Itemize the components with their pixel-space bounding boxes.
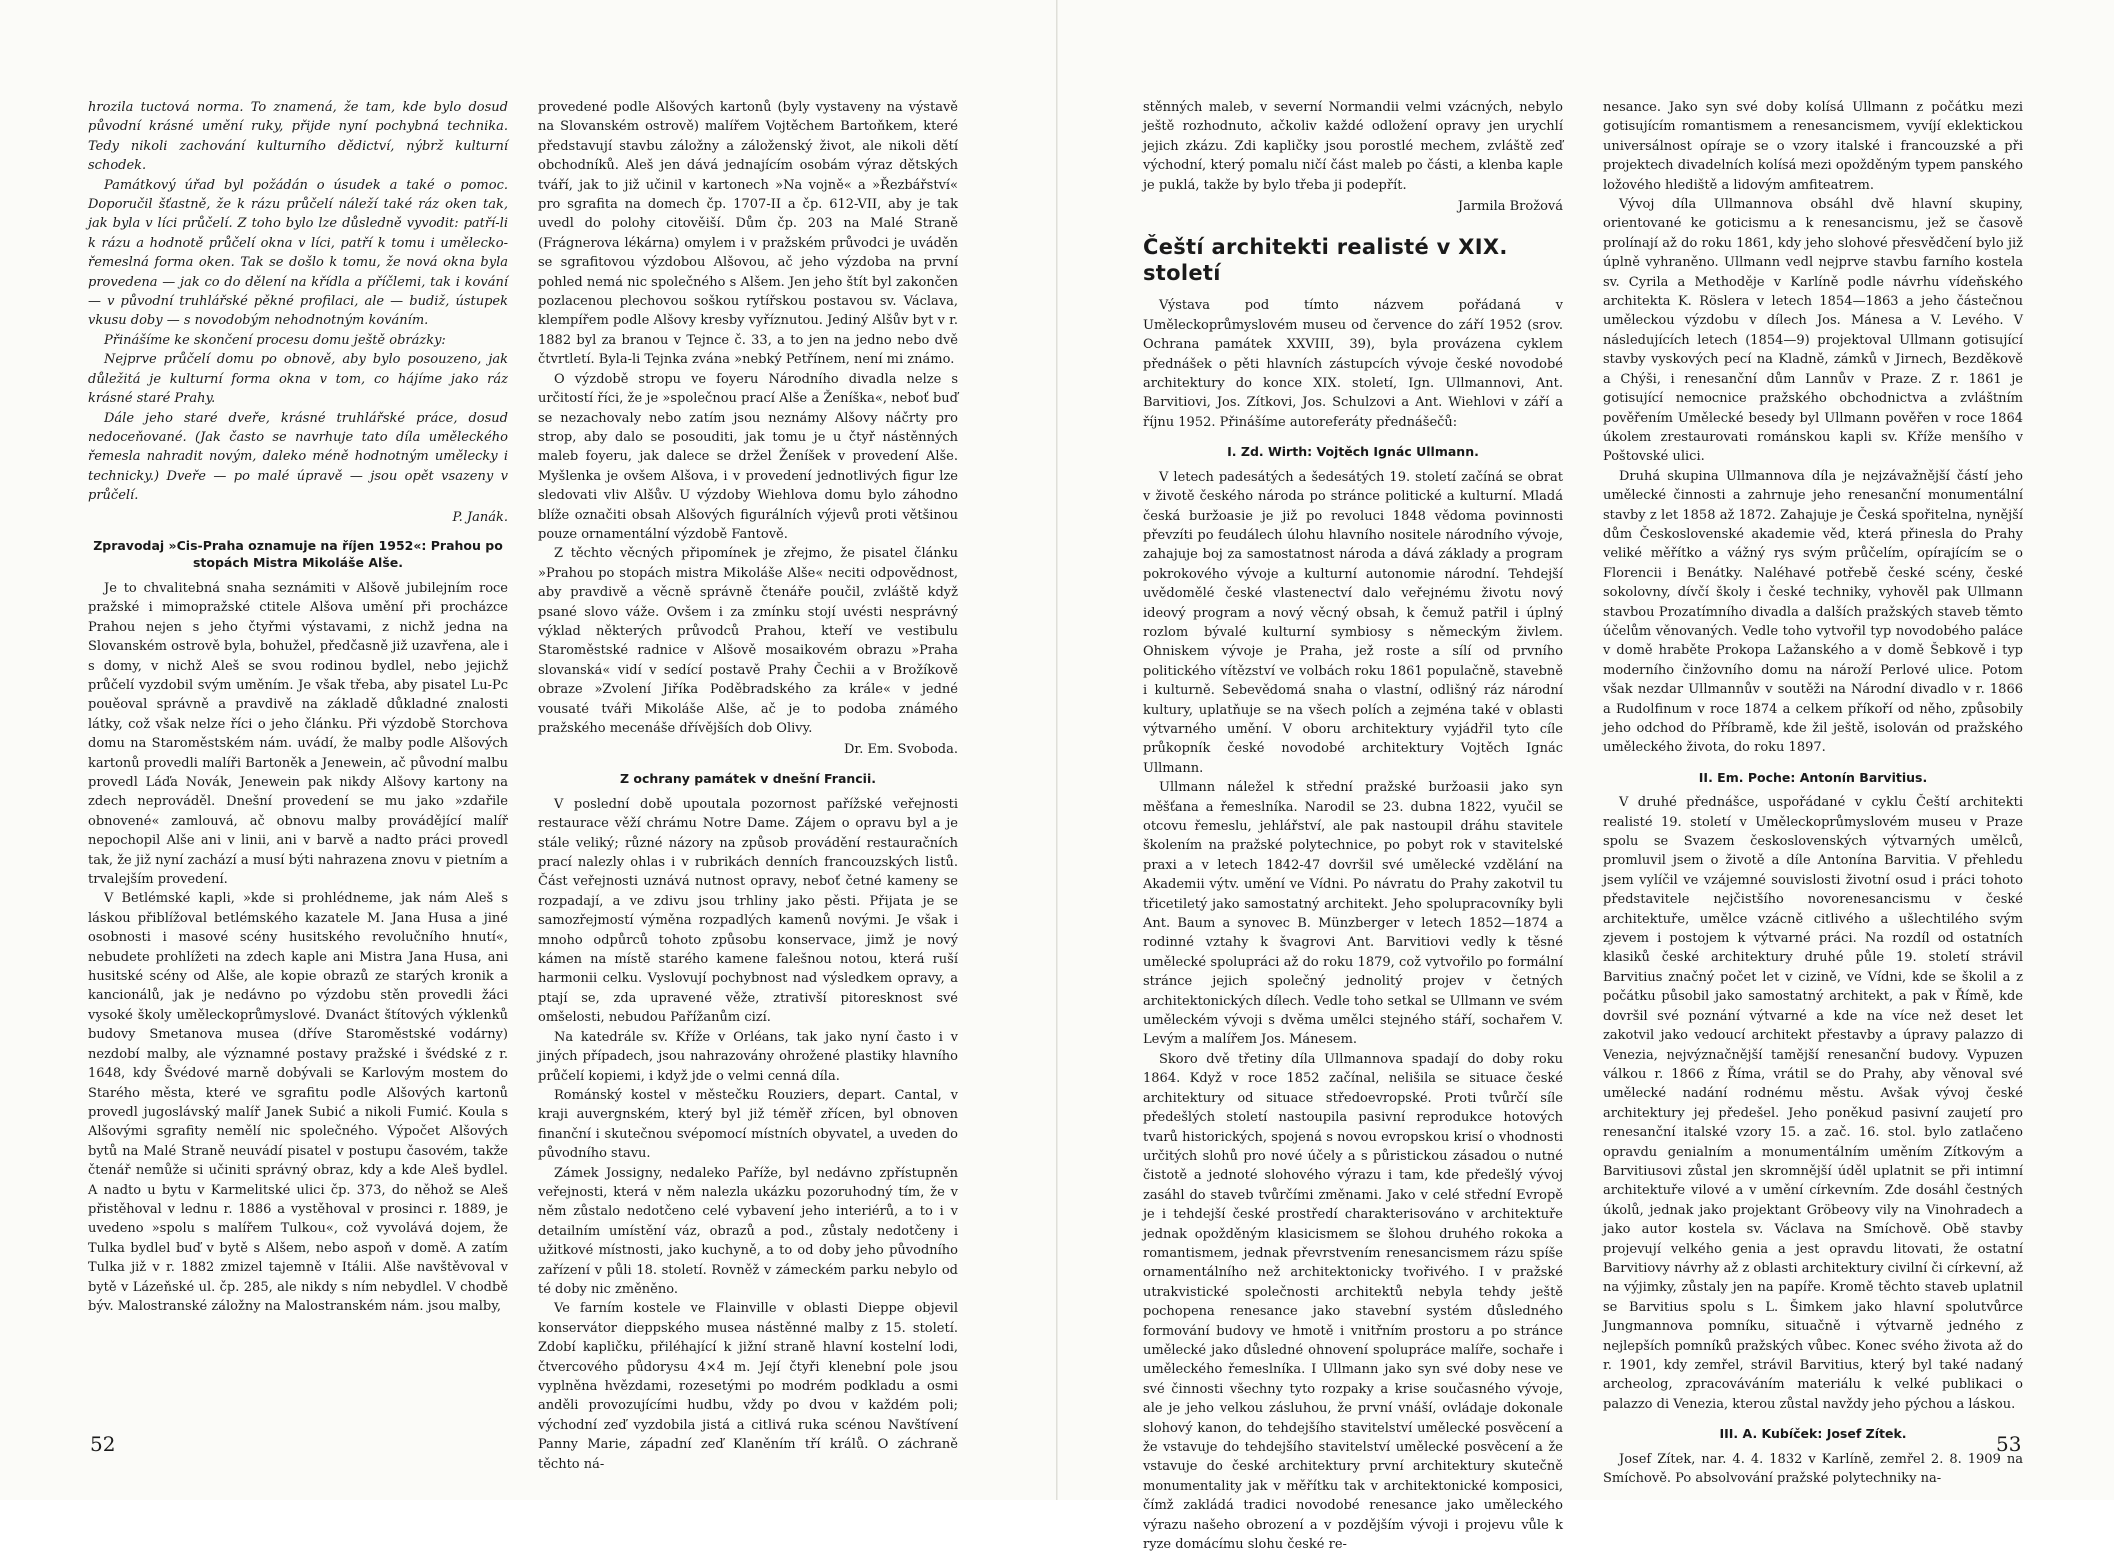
body-paragraph: nesance. Jako syn své doby kolísá Ullmann z počátku mezi gotisujícím romantismem a renesancismem, vyvíjí eklektickou universálnost opíraje se o vzory italské i francouzské a při projektech divadelních kolísá mezi opožděným typem panského ložového hlediště a lidovým amfiteatrem. (1603, 100, 2023, 193)
italic-paragraph: Dále jeho staré dveře, krásné truhlářské práce, dosud nedoceňované. (Jak často se navrhuje tato díla uměleckého řemesla nahradit novým, daleko méně hodnotným umělecky i technicky.) Dveře — po malé úpravě — jsou opět vsazeny v průčelí. (88, 410, 508, 504)
page-gutter (1056, 0, 1058, 1500)
body-paragraph: Ve farním kostele ve Flainville v oblasti Dieppe objevil konservátor dieppského musea nástěnné malby z 15. století. Zdobí kapličku, přiléhající k jižní straně hlavní kostelní lodi, čtvercového půdorysu 4×4 m. Její čtyři klenební pole jsou vyplněna hvězdami, rozesetými po modrém podkladu a osmi anděli provozujícími hudbu, vždy po dvou v každém poli; východní zeď vyzdobila jistá a citlivá ruka scénou Navštívení Panny Marie, západní zeď Klaněním tří králů. O záchraně těchto ná- (538, 1301, 958, 1472)
body-paragraph: stěnných maleb, v severní Normandii velmi vzácných, nebylo ještě rozhodnuto, ačkoliv každé odložení opravy jen urychlí jejich zkázu. Zdi kapličky jsou porostlé mechem, zvláště zeď východní, který pomalu ničí část maleb po části, a klenba kaple je puklá, takže by bylo třeba ji podepřít. (1143, 100, 1563, 193)
body-paragraph: V druhé přednášce, uspořádané v cyklu Čeští architekti realisté 19. století v Uměleckoprůmyslovém museu v Praze spolu se Svazem československých výtvarných umělců, promluvil jsem o životě a díle Antonína Barvitia. V přehledu jsem vylíčil ve vzájemné souvislosti životní osud i práci tohoto představitele nejčistšího novorenesancismu v české architektuře, umělce vzácně citlivého a ušlechtilého svým zjevem i postojem k výtvarné práci. Na rozdíl od ostatních klasiků české architektury druhé půle 19. století strávil Barvitius značný počet let v cizině, ve Vídni, kde se školil a z počátku působil jako samostatný architekt, a pak v Římě, kde dovršil své poznání výtvarné a kde na více než deset let zakotvil jako vedoucí architekt přestavby a úpravy palazzo di Venezia, nejvýznačnější tamější renesanční budovy. Vypuzen válkou r. 1866 z Říma, vrátil se do Prahy, aby věnoval své umělecké nadání rodnému městu. Avšak vývoj české architektury jej předešel. Jeho poněkud pasivní zaujetí pro renesanční italské vzory 15. a zač. 16. stol. bylo zatlačeno opravdu genialním a monumentálním uměním Zítkovým a Barvitiusovi zůstal jen skromnější úděl uplatnit se při intimní architektuře vilové a v umění církevním. Zde dosáhl čestných úkolů, jednak jako projektant Gröbeovy vily na Vinohradech a jako autor kostela sv. Václava na Smíchově. Obě stavby projevují velkého genia a jest opravdu litovati, že ostatní Barvitiovy návrhy až z oblasti architektury civilní či církevní, až na výjimky, zůstaly jen na papíře. Kromě těchto staveb uplatnil se Barvitius spolu s L. Šimkem jako hlavní spolutvůrce Jungmannova pomníku, situačně i výtvarně jedného z nejlepších pomníků pražských vůbec. Konec svého života až do r. 1901, kdy zemřel, strávil Barvitius, který byl také nadaný archeolog, zpracováváním materiálu k velké publikaci o palazzo di Venezia, kterou zůstal navždy jeho pýchou a láskou. (1603, 795, 2023, 1412)
page-number-left: 52 (90, 1432, 116, 1456)
body-paragraph: Je to chvalitebná snaha seznámiti v Alšově jubilejním roce pražské i mimopražské ctitele Alšova umění při procházce Prahou nejen s jeho čtyřmi výstavami, z nichž jedna na Slovanském ostrově byla, bohužel, předčasně již uzavřena, ale i s domy, v nichž Aleš se svou rodinou bydlel, nebo jejichž průčelí vyzdobil svým uměním. Je však třeba, aby pisatel Lu-Pc pouěoval správně a pravdivě na základě důkladné znalosti látky, což však nelze říci o jeho článku. Při výzdobě Storchova domu na Staroměstském nám. uvádí, že malby podle Alšových kartonů provedli malíři Bartoněk a Jenewein, ač původní malbu provedl Láďa Novák, Jenewein pak nikdy Alšovy kartony na zdech neprováděl. Dnešní provedení se mu jako »zdařile obnovené« zamlouvá, ač obnovu malby provádějící malíř nepochopil Alše ani v linii, ani v barvě a nadto práci provedl tak, že již nyní zachází a musí býti nahrazena znovu v pietním a trvalejším provedení. (88, 580, 508, 888)
body-paragraph: V poslední době upoutala pozornost pařížské veřejnosti restaurace věží chrámu Notre Dame. Zájem o opravu byl a je stále veliký; různé názory na způsob provádění restauračních prací nalezly ohlas i v rubrikách denních francouzských listů. Část veřejnosti uznává nutnost opravy, neboť četné kameny se rozpadají, a ve zdivu jsou trhliny jako pěsti. Přijata je se samozřejmostí výměna rozpadlých kamenů novými. Je však i mnoho odpůrců tohoto způsobu konservace, jimž je nový kámen na místě starého kamene falešnou notou, která ruší harmonii celku. Vyslovují pochybnost nad výsledkem opravy, a ptají se, zda upravené věže, ztrativší pitoresknost své omšelosti, nebudou Pařížanům cizí. (538, 796, 958, 1026)
body-paragraph: Druhá skupina Ullmannova díla je nejzávažnější částí jeho umělecké činnosti a zahrnuje jeho renesanční monumentální stavby z let 1858 až 1872. Zahajuje je Česká spořitelna, nynější dům Československé akademie věd, která přinesla do Prahy veliké měřítko a vážný rys svým průčelím, opírajícím se o Florencii i Benátky. Naléhavé potřebě české scény, české sokolovny, dívčí školy i české techniky, vyhověl pak Ullmann stavbou Prozatímního divadla a dalších pražských staveb těmto účelům věnovaných. Vedle toho vytvořil typ novodobého paláce v domě hraběte Prokopa Lažanského a v domě Šebkově i typ moderního činžovního domu na nároží Perlové ulice. Potom však nezdar Ullmannův v soutěži na Národní divadlo v r. 1866 a Rudolfinum v roce 1874 a celkem příkoří od něho, způsobily jeho odchod do Příbramě, kde žil ještě, isolován od pražského uměleckého života, do roku 1897. (1603, 468, 2023, 756)
body-paragraph: Z těchto věcných připomínek je zřejmo, že pisatel článku »Prahou po stopách mistra Mikoláše Alše« neciti odpovědnost, aby pravdivě a věcně správně čtenáře poučil, zvláště když psané slovo váže. Ovšem i za zmínku stojí uvésti nesprávný výklad některých průvodců Prahou, kteří ve vestibulu Staroměstské radnice v Alšově mosaikovém obrazu »Praha slovanská« vidí v sedící postavě Prahy Čechii a v Brožíkově obraze »Zvolení Jiříka Poděbradského za krále« v jedné vousaté tváři Mikoláše Alše, ač je to podoba známého pražského mecenáše dřívějších dob Olivy. (538, 546, 958, 736)
body-paragraph: Výstava pod tímto názvem pořádaná v Uměleckoprůmyslovém museu od července do září 1952 (srov. Ochrana památek XXVIII, 39), byla provázena cyklem přednášek o pěti hlavních zástupcích vývoje české novodobé architektury do konce XIX. století, Ign. Ullmannovi, Ant. Barvitiovi, Jos. Zítkovi, Jos. Schulzovi a Ant. Wiehlovi v září a říjnu 1952. Přinášíme autoreferáty přednášečů: (1143, 298, 1563, 430)
author-signature: Dr. Em. Svobodа. (844, 742, 958, 758)
author-signature: Jarmila Brožová (1457, 199, 1563, 215)
body-paragraph: Na katedrále sv. Kříže v Orléans, tak jako nyní často i v jiných případech, jsou nahrazovány ohrožené plastiky hlavního průčelí kopiemi, i když jde o velmi cenná díla. (538, 1029, 958, 1084)
left-page-column-2 (538, 98, 958, 1472)
author-signature: P. Janák. (452, 509, 508, 525)
left-page-column-1 (88, 98, 508, 1388)
body-paragraph: Skoro dvě třetiny díla Ullmannova spadají do doby roku 1864. Když v roce 1852 začínal, nelišila se situace české architektury od situace středoevropské. Proti tvůrčí síle předešlých století nastoupila pasivní reprodukce hotových tvarů historických, spojená s novou evropskou krisí o vhodnosti určitých slohů pro nové účely a s půristickou zásadou o nutné čistotě a jednoté slohového výrazu i tam, kde předešlý vývoj zasáhl do staveb tvůrčími změnami. Jako v celé střední Evropě je i tehdejší české prostředí charakterisováno v architektuře jednak opožděným klasicismem se šlohou druhého rokoka a romantismem, jednak převrstvením renesancismem rázu spíše ornamentálního než architektonicky tvořivého. I v pražské utrakvistické společnosti architektů nebyla tehdy ještě pochopena renesance jako stavební systém důsledného formování budovy ve hmotě i vnitřním prostoru a po stránce umělecké jako důsledné ohnovení spolupráce malíře, sochaře i uměleckého řemeslníka. I Ullmann jako syn své doby nese ve své činnosti všechny tyto rozpaky a krise současného vývoje, ale je jeho velkou zásluhou, že první vnáší, ovládaje dokonale slohový kanon, do tehdejšího stavitelství umělecké posvěcení a že vstavuje do tehdejšího stavitelství umělecké posvěcení a že vstavuje do české architektury první architektury skutečně monumentality jak v měřítku tak v architektonické komposici, čímž zakládá tradici novodobé renesance jako uměleckého výrazu našeho obrození a v pozdějším vývoji i projevu vůle k ryze domácímu slohu české re- (1143, 1051, 1563, 1553)
section-heading: Z ochrany památek v dnešní Francii. (619, 770, 877, 786)
right-page-column-1 (1143, 98, 1563, 1553)
page-number-right: 53 (1996, 1432, 2022, 1456)
lecture-heading: II. Em. Poche: Antonín Barvitius. (1698, 769, 1928, 785)
italic-paragraph: hrozila tuctová norma. To znamená, že tam, kde bylo dosud původní krásné umění ruky, přijde nyní pochybná technika. Tedy nikoli zachování kulturního dědictví, nýbrž kulturní schodek. (88, 100, 508, 174)
italic-paragraph: Přinášíme ke skončení procesu domu ještě obrázky: (104, 332, 446, 348)
lecture-heading: III. A. Kubíček: Josef Zítek. (1719, 1426, 1907, 1442)
body-paragraph: V letech padesátých a šedesátých 19. století začíná se obrat v životě českého národa po stránce politické a kulturní. Mladá česká buržoasie je již po revoluci 1848 vědoma povinnosti převzíti po feudálech úlohu hlavního nositele národního vývoje, zahajuje boj za samostatnost národa a dává základy a program pokrokového vývoje a kulturní autonomie národní. Tehdejší uvědomělé české vlastenectví dalo veřejnému životu nový ideový program a nový věcný obsah, k čemuž patřil i úplný rozlom bývalé kulturní symbiosy s německým živlem. Ohniskem vývoje je Praha, jež roste a sílí od prvního politického vítězství ve volbách roku 1861 populačně, stavebně i kulturně. Sebevědomá snaha o vlastní, odlišný ráz národní kultury, uplatňuje se na všech polích a zejména také v oblasti výtvarného umění. V oboru architektury vyjádřil tyto cíle průkopník české novodobé architektury Vojtěch Ignác Ullmann. (1143, 469, 1563, 776)
body-paragraph: O výzdobě stropu ve foyeru Národního divadla nelze s určitostí říci, že je »společnou prací Alše a Ženíška«, neboť buď se nezachovaly nebo zatím jsou neznámy Alšovy náčrty pro strop, aby dalo se posouditi, jak tomu je u čtyř nástěnných maleb foyeru, jak dalece se držel Ženíšek v provedení Alše. Myšlenka je ovšem Alšova, i v provedení jednotlivých figur lze sledovati vliv Alšův. U výzdoby Wiehlova domu bylo záhodno blíže označiti obsah Alšových figurálních výjevů proti většinou pouze ornamentální výzdobě Fantově. (538, 371, 958, 542)
body-paragraph: provedené podle Alšových kartonů (byly vystaveny na výstavě na Slovanském ostrově) malířem Vojtěchem Bartoňkem, které představují stavbu záložny a záloženský život, ale nikoli dětí obchodníků. Aleš jen dává jednajícím osobám výraz dětských tváří, jak to již učinil v kartonech »Na vojně« a »Řezbářství« pro sgrafita na domech čp. 1707-II a čp. 612-VII, aby je tak uvedl do polohy citověiší. Dům čp. 203 na Malé Straně (Frágnerova lékárna) omylem i v pražském průvodci je uváděn se sgrafitovou výzdobou Alšovou, ač jeho výzdoba na první pohled nemá nic společného s Alšem. Jen jeho štít byl zakončen pozlacenou plechovou soškou rytířskou postavou sv. Václava, klempířem podle Alšovy kresby vyříznutou. Jediný Alšův byt v r. 1882 byl za branou v Tejnce č. 33, a to jen na jedno nebo dvě čtvrtletí. Byla-li Tejnka zvána »nebký Petřínem, není mi známo. (538, 100, 958, 368)
body-paragraph: V Betlémské kapli, »kde si prohlédneme, jak nám Aleš s láskou přiblížoval betlémského kazatele M. Jana Husa a jiné osobnosti i masové scény husitského revolučního hnutí«, nebudete prohlížeti na zdech kaple ani Mistra Jana Husa, ani husitské scény od Alše, ale kopie obrazů ze starých kronik a kancionálů, jak je nedávno po výzdobu stěn provedli žáci vysoké školy uměleckoprůmyslové. Dvanáct štítových výklenků budovy Smetanova musea (dříve Staroměstské vodárny) nezdobí malby, ale významné postavy pražské i švédské z r. 1648, kdy Švédové marně dobývali se Karlovým mostem do Starého města, které ve sgrafitu podle Alšových kartonů provedl jugoslávský malíř Janek Subić a nikoli Fumić. Koula s Alšovými sgrafity nemělí nic společného. Výpočet Alšových bytů na Malé Straně neuvádí pisatel v postupu časovém, takže čtenář nemůže si učiniti správný obraz, kdy a kde Aleš bydlel. A nadto u bytu v Karmelitské ulici čp. 373, do něhož se Aleš přistěhoval v lednu r. 1886 a vystěhoval v prosinci r. 1889, je uvedeno »spolu s malířem Tulkou«, což vyvolává dojem, že Tulka bydlel buď v bytě s Alšem, nebo aspoň v domě. A zatím Tulka již v r. 1882 zmizel tajemně v Itálii. Alše navštěvoval v bytě v Lázeňské ul. čp. 285, ale nikdy s ním nebydlel. V chodbě býv. Malostranské záložny na Malostranském nám. jsou malby, (88, 891, 508, 1314)
body-paragraph: Josef Zítek, nar. 4. 4. 1832 v Karlíně, zemřel 2. 8. 1909 na Smíchově. Po absolvování pražské polytechniky na- (1603, 1451, 2023, 1487)
lecture-heading: I. Zd. Wirth: Vojtěch Ignác Ullmann. (1227, 444, 1479, 460)
section-heading: Zpravodaj »Cis-Praha oznamuje na říjen 1952«: Prahou po stopách Mistra Mikoláše Alše. (93, 537, 503, 570)
body-paragraph: Zámek Jossigny, nedaleko Paříže, byl nedávno zpřístupněn veřejnosti, která v něm nalezla ukázku pozoruhodný tím, že v něm zůstalo nedotčeno celé vybavení jeho interiérů, a to i v detailním umístění váz, obrazů a pod., zůstaly nedotčeny i užitkové místnosti, jako kuchyně, a to od doby jeho původního zařízení v půli 18. století. Rovněž v zámeckém parku nebylo od té doby nic změněno. (538, 1165, 958, 1297)
article-title: Čeští architekti realisté v XIX. století (1143, 235, 1508, 286)
body-paragraph: Vývoj díla Ullmannova obsáhl dvě hlavní skupiny, orientované ke goticismu a k renesancismu, jež se časově prolínají až do roku 1861, kdy jeho slohové přesvědčení bylo již úplně vyhraněno. Ullmann vedl nejprve stavbu farního kostela sv. Cyrila a Methoděje v Karlíně podle návrhu vídeňského architekta K. Röslera v letech 1854—1863 a jeho částečnou uměleckou výzdobu v dílech Jos. Mánesa a V. Levého. V následujících letech (1854—9) projektoval Ullmann gotisující stavby vyskových pecí na Kladně, zámků v Jirnech, Bezděkově a Chýši, i renesanční dům Lannův v Praze. Z r. 1861 je gotisující nemocnice pražského obchodnictva a zvláštním pověřením Umělecké besedy byl Ullmann pověřen v roce 1864 úkolem zrestaurovati románskou kapli sv. Kříže menšího v Poštovské ulici. (1603, 197, 2023, 465)
body-paragraph: Ullmann náležel k střední pražské buržoasii jako syn měšťana a řemeslníka. Narodil se 23. dubna 1822, vyučil se otcovu řemeslu, jehlářství, ale pak nastoupil dráhu stavitele školením na pražské polytechnice, po pobyt rok v stavitelské praxi a v letech 1842-47 dovršil své umělecké vzdělání na Akademii výtv. umění ve Vídni. Po návratu do Prahy zakotvil tu třicetiletý jako samostatný architekt. Jeho spolupracovníky byli Ant. Baum a synovec B. Münzberger v letech 1852—1874 a rodinné vztahy k švagrovi Ant. Barvitiovi vedly k těsné umělecké spolupráci až do roku 1879, což vytvořilo po formální stránce jejich společný jednolitý projev v četných architektonických dílech. Vedle toho setkal se Ullmann ve svém uměleckém vývoji s dvěma umělci stejného stáří, sochařem V. Levým a malířem Jos. Mánesem. (1143, 780, 1563, 1048)
body-paragraph: Románský kostel v městečku Rouziers, depart. Cantal, v kraji auvergnském, který byl již téměř zřícen, byl obnoven finanční i skutečnou svépomocí místních obyvatel, a uveden do původního stavu. (538, 1087, 958, 1162)
italic-paragraph: Památkový úřad byl požádán o úsudek a také o pomoc. Doporučil šťastně, že k rázu průčelí náleží také ráz oken tak, jak byla v líci průčelí. Z toho bylo lze důsledně vyvodit: patří-li k rázu a hodnotě průčelí okna v líci, patří k tomu i umělecko-řemeslná forma oken. Tak se došlo k tomu, že nová okna byla provedena — jak co do dělení na křídla a příčlemi, tak i kování — v původní truhlářské pěkné profilaci, ale — budiž, ústupek vkusu doby — s novodobým nehodnotným kováním. (88, 177, 508, 329)
italic-paragraph: Nejprve průčelí domu po obnově, aby bylo posouzeno, jak důležitá je kulturní forma okna v tom, co hájíme jako ráz krásné staré Prahy. (88, 352, 508, 407)
